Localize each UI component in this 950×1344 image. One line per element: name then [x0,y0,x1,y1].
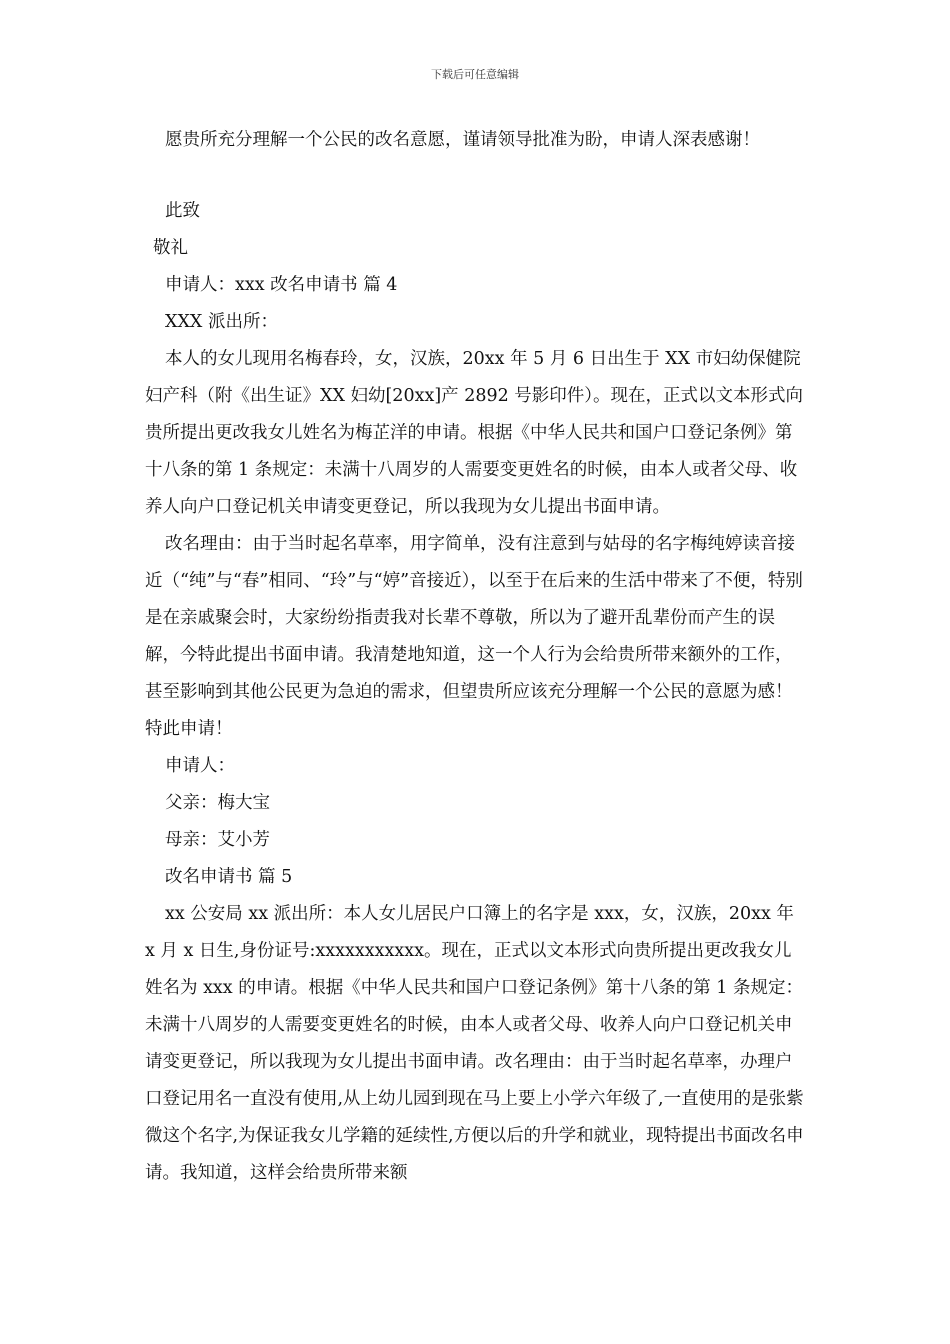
mother-line: 母亲：艾小芳 [165,830,270,850]
paragraph-application-5: xx 公安局 xx 派出所：本人女儿居民户口簿上的名字是 xxx，女，汉族，20xx 年 x 月 x 日生,身份证号:xxxxxxxxxxx。现在，正式以文本形式向贵所提出更改我女儿姓名为 xxx 的申请。根据《中华人民共和国户口登记条例》第十八条的第 1 条规定：未满十八周岁的人需要变更姓名的时候，由本人或者父母、收养人向户口登记机关申请变更登记，所以我现为女儿提出书面申请。改名理由：由于当时起名草率，办理户口登记用名一直没有使用,从上幼儿园到现在马上要上小学六年级了,一直使用的是张紫微这个名字,为保证我女儿学籍的延续性,方便以后的升学和就业，现特提出书面改名申请。我知道，这样会给贵所带来额 [145,904,804,1183]
paragraph-application: 本人的女儿现用名梅春玲，女，汉族，20xx 年 5 月 6 日出生于 XX 市妇幼保健院妇产科（附《出生证》XX 妇幼[20xx]产 2892 号影印件）。现在，正式以文本形式向贵所提出更改我女儿姓名为梅芷洋的申请。根据《中华人民共和国户口登记条例》第十八条的第 1 条规定：未满十八周岁的人需要变更姓名的时候，由本人或者父母、收养人向户口登记机关申请变更登记，所以我现为女儿提出书面申请。 [145,349,804,517]
father-line: 父亲：梅大宝 [165,793,270,813]
section-heading-5: 改名申请书 篇 5 [165,867,293,887]
applicant-heading-4: 申请人：xxx 改名申请书 篇 4 [165,275,398,295]
applicant-label: 申请人： [165,756,235,776]
salutation-cizhi: 此致 [165,201,200,221]
recipient-police-station: XXX 派出所： [165,312,278,332]
page-header: 下载后可任意编辑 [431,68,519,81]
document-body [145,122,807,1192]
paragraph-reason: 改名理由：由于当时起名草率，用字简单，没有注意到与姑母的名字梅纯婷读音接近（“纯”与“春”相同、“玲”与“婷”音接近），以至于在后来的生活中带来了不便，特别是在亲戚聚会时，大家纷纷指责我对长辈不尊敬，所以为了避开乱辈份而产生的误解，今特此提出书面申请。我清楚地知道，这一个人行为会给贵所带来额外的工作，甚至影响到其他公民更为急迫的需求，但望贵所应该充分理解一个公民的意愿为感！特此申请！ [145,534,803,739]
spacer [145,159,807,193]
closing-request-line: 愿贵所充分理解一个公民的改名意愿，谨请领导批准为盼，申请人深表感谢！ [165,130,760,150]
salutation-jingli: 敬礼 [153,238,188,258]
